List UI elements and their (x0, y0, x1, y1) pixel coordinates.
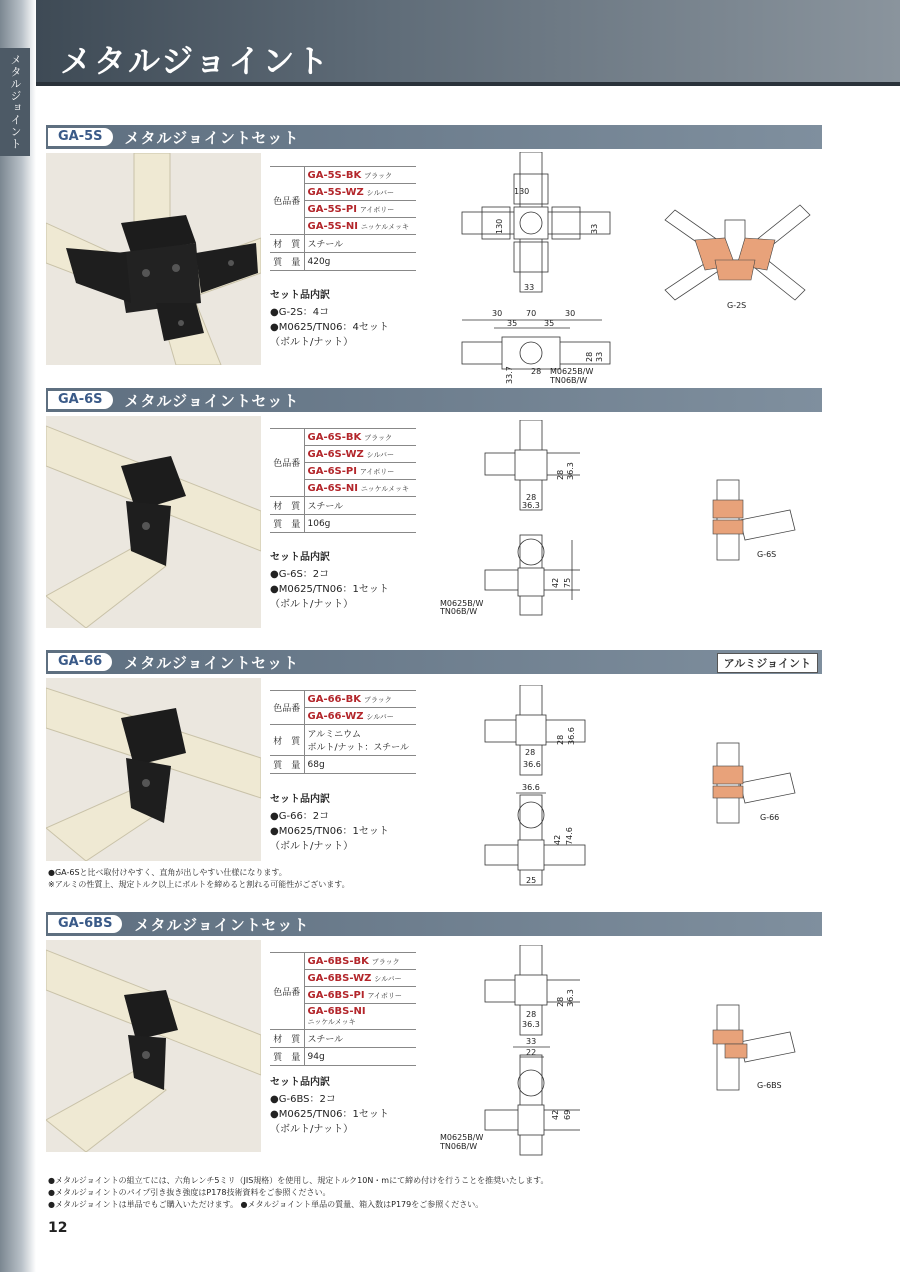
iso-drawing-ga-6bs (705, 1000, 805, 1095)
cross-joint-photo (46, 153, 261, 365)
dim-label: 36.3 (522, 501, 540, 510)
variant-code: GA-6S-WZ (307, 448, 364, 460)
mass-value: 94g (304, 1048, 416, 1066)
variant-color: シルバー (366, 712, 394, 721)
footer-notes (48, 1175, 548, 1211)
dim-label: 36.6 (523, 760, 541, 769)
spec-table-ga-66 (270, 690, 416, 774)
set-heading: セット品内訳 (270, 794, 330, 805)
dim-label: 22 (526, 1048, 537, 1057)
side-tab: メタルジョイント (0, 48, 30, 156)
variant-color: シルバー (366, 188, 394, 197)
iso-drawing-ga-5s (655, 190, 820, 320)
set-item: ●G-6S：2コ (270, 569, 330, 580)
dim-label: 42 (551, 1109, 560, 1120)
set-contents-ga-6bs (270, 1075, 389, 1137)
mass-label: 質 量 (270, 756, 304, 774)
bolt-label: M0625B/W (440, 599, 484, 608)
footer-note: ●メタルジョイントは単品でもご購入いただけます。 ●メタルジョイント単品の質量、箱入数はP179をご参照ください。 (48, 1200, 484, 1209)
dimension-drawing-ga-6s (440, 420, 580, 620)
section-code: GA-66 (48, 653, 112, 671)
mass-value: 68g (304, 756, 416, 774)
section-title: メタルジョイントセット (124, 391, 300, 410)
note-line: ※アルミの性質上、規定トルク以上にボルトを締めると割れる可能性がございます。 (48, 880, 350, 889)
side-strip (0, 0, 36, 1272)
variant-color: ニッケルメッキ (307, 1018, 356, 1026)
nut-label: TN06B/W (550, 376, 588, 384)
set-heading: セット品内訳 (270, 290, 330, 301)
color-number-label: 色品番 (270, 953, 304, 1030)
set-item: ●M0625/TN06：4セット (270, 322, 389, 333)
dim-label: 30 (492, 309, 503, 318)
mass-label: 質 量 (270, 253, 304, 271)
material-label: 材 質 (270, 1030, 304, 1048)
color-number-label: 色品番 (270, 167, 304, 235)
section-bar-ga-66 (46, 650, 822, 674)
material-value: スチール (304, 497, 416, 515)
bolt-label: M0625B/W (550, 367, 594, 376)
dim-label: 36.6 (522, 783, 540, 792)
dim-label: 36.3 (566, 989, 575, 1007)
aluminum-badge: アルミジョイント (717, 653, 818, 673)
variant-code: GA-6S-PI (307, 465, 357, 477)
mass-value: 420g (304, 253, 416, 271)
section-code: GA-6S (48, 391, 113, 409)
variant-color: シルバー (374, 974, 402, 983)
dim-label: 35 (507, 319, 518, 328)
variant-code: GA-6S-NI (307, 482, 358, 494)
part-label: G-66 (760, 813, 780, 822)
dim-label: 33.7 (505, 366, 514, 384)
section-bar-ga-6bs (46, 912, 822, 936)
variant-code: GA-5S-NI (307, 220, 358, 232)
dim-label: 42 (553, 834, 562, 845)
product-photo-ga-5s (46, 153, 261, 365)
mass-label: 質 量 (270, 515, 304, 533)
spec-table-ga-6s (270, 428, 416, 533)
set-item: （ボルト/ナット） (270, 599, 354, 610)
part-label: G-2S (727, 301, 747, 310)
material-label: 材 質 (270, 725, 304, 756)
section-title: メタルジョイントセット (124, 128, 300, 147)
set-heading: セット品内訳 (270, 1077, 330, 1088)
set-heading: セット品内訳 (270, 552, 330, 563)
dim-label: 33 (526, 1037, 537, 1046)
color-number-label: 色品番 (270, 691, 304, 725)
dim-label: 28 (526, 1010, 537, 1019)
set-item: （ボルト/ナット） (270, 337, 354, 348)
variant-code: GA-5S-WZ (307, 186, 364, 198)
dim-label: 33 (590, 223, 599, 234)
iso-drawing-ga-6s (705, 475, 805, 565)
mass-label: 質 量 (270, 1048, 304, 1066)
section-code: GA-6BS (48, 915, 122, 933)
variant-code: GA-5S-BK (307, 169, 362, 181)
nut-label: TN06B/W (440, 607, 478, 616)
section-title: メタルジョイントセット (124, 653, 300, 672)
section-notes-ga-66 (48, 867, 350, 891)
set-contents-ga-5s (270, 288, 389, 350)
dim-label: 28 (556, 734, 565, 745)
set-item: ●M0625/TN06：1セット (270, 826, 389, 837)
set-item: ●M0625/TN06：1セット (270, 1109, 389, 1120)
product-photo-ga-6bs (46, 940, 261, 1152)
dim-label: 35 (544, 319, 555, 328)
material-value: アルミニウム (307, 730, 362, 740)
dim-label: 30 (565, 309, 576, 318)
page-title: メタルジョイント (60, 42, 331, 80)
variant-color: ニッケルメッキ (360, 484, 410, 493)
dim-label: 28 (556, 469, 565, 480)
dim-label: 28 (531, 367, 542, 376)
dim-label: 33 (524, 283, 535, 292)
set-item: ●G-6BS：2コ (270, 1094, 336, 1105)
dim-label: 42 (551, 577, 560, 588)
variant-color: ブラック (371, 957, 400, 966)
variant-code: GA-6S-BK (307, 431, 362, 443)
variant-code: GA-6BS-PI (307, 989, 365, 1001)
iso-drawing-ga-66 (705, 738, 805, 828)
dimension-drawing-ga-66 (480, 685, 590, 890)
dim-label: 33 (595, 351, 604, 362)
dim-label: 36.6 (567, 727, 576, 745)
variant-color: シルバー (366, 450, 394, 459)
dim-label: 70 (526, 309, 537, 318)
section-bar-ga-6s (46, 388, 822, 412)
set-contents-ga-6s (270, 550, 389, 612)
dim-label: 36.3 (522, 1020, 540, 1029)
variant-code: GA-6BS-WZ (307, 972, 372, 984)
dim-label: 69 (563, 1109, 572, 1120)
color-number-label: 色品番 (270, 429, 304, 497)
page-number: 12 (48, 1220, 68, 1236)
variant-color: ブラック (364, 433, 393, 442)
variant-color: アイボリー (359, 467, 395, 476)
footer-note: ●メタルジョイントのパイプ引き抜き強度はP178技術資料をご参照ください。 (48, 1188, 331, 1197)
variant-code: GA-6BS-NI (307, 1006, 366, 1017)
variant-color: アイボリー (367, 991, 402, 1000)
dim-label: 25 (526, 876, 537, 885)
spec-table-ga-6bs (270, 952, 416, 1066)
bracket-tee-photo (46, 940, 261, 1152)
aluminum-tee-photo (46, 678, 261, 861)
mass-value: 106g (304, 515, 416, 533)
footer-note: ●メタルジョイントの組立てには、六角レンチ5ミリ（JIS規格）を使用し、規定トルク10N・mにて締め付けを行うことを推奨いたします。 (48, 1176, 549, 1185)
nut-label: TN06B/W (440, 1142, 478, 1151)
dim-label: 130 (495, 218, 504, 234)
dim-label: 130 (514, 187, 530, 196)
dim-label: 28 (585, 351, 594, 362)
dimension-drawing-ga-6bs (440, 945, 580, 1160)
variant-color: ブラック (363, 695, 392, 704)
dim-label: 28 (556, 996, 565, 1007)
variant-code: GA-6BS-BK (307, 955, 369, 967)
set-item: ●M0625/TN06：1セット (270, 584, 389, 595)
set-item: （ボルト/ナット） (270, 841, 354, 852)
dim-label: 36.3 (566, 462, 575, 480)
part-label: G-6BS (757, 1081, 782, 1090)
product-photo-ga-66 (46, 678, 261, 861)
bolt-label: M0625B/W (440, 1133, 484, 1142)
dim-label: 28 (526, 493, 537, 502)
variant-code: GA-66-BK (307, 693, 362, 705)
variant-color: ニッケルメッキ (360, 222, 410, 231)
variant-code: GA-66-WZ (307, 710, 364, 722)
product-photo-ga-6s (46, 416, 261, 628)
section-title: メタルジョイントセット (134, 915, 310, 934)
dim-label: 28 (525, 748, 536, 757)
set-contents-ga-66 (270, 792, 389, 854)
section-code: GA-5S (48, 128, 113, 146)
material-value: スチール (304, 235, 416, 253)
variant-color: ブラック (364, 171, 393, 180)
variant-color: アイボリー (359, 205, 395, 214)
set-item: （ボルト/ナット） (270, 1124, 354, 1135)
spec-table-ga-5s (270, 166, 416, 271)
tee-joint-photo (46, 416, 261, 628)
material-label: 材 質 (270, 235, 304, 253)
variant-code: GA-5S-PI (307, 203, 357, 215)
material-value: ボルト/ナット：スチール (307, 743, 409, 753)
dimension-drawing-ga-5s (452, 152, 627, 384)
page-header (36, 0, 900, 86)
set-item: ●G-66：2コ (270, 811, 330, 822)
dim-label: 74.6 (565, 827, 574, 845)
note-line: ●GA-6Sと比べ取付けやすく、直角が出しやすい仕様になります。 (48, 868, 287, 877)
section-bar-ga-5s (46, 125, 822, 149)
material-label: 材 質 (270, 497, 304, 515)
dim-label: 75 (563, 577, 572, 588)
material-value: スチール (304, 1030, 416, 1048)
part-label: G-6S (757, 550, 777, 559)
set-item: ●G-2S：4コ (270, 307, 330, 318)
